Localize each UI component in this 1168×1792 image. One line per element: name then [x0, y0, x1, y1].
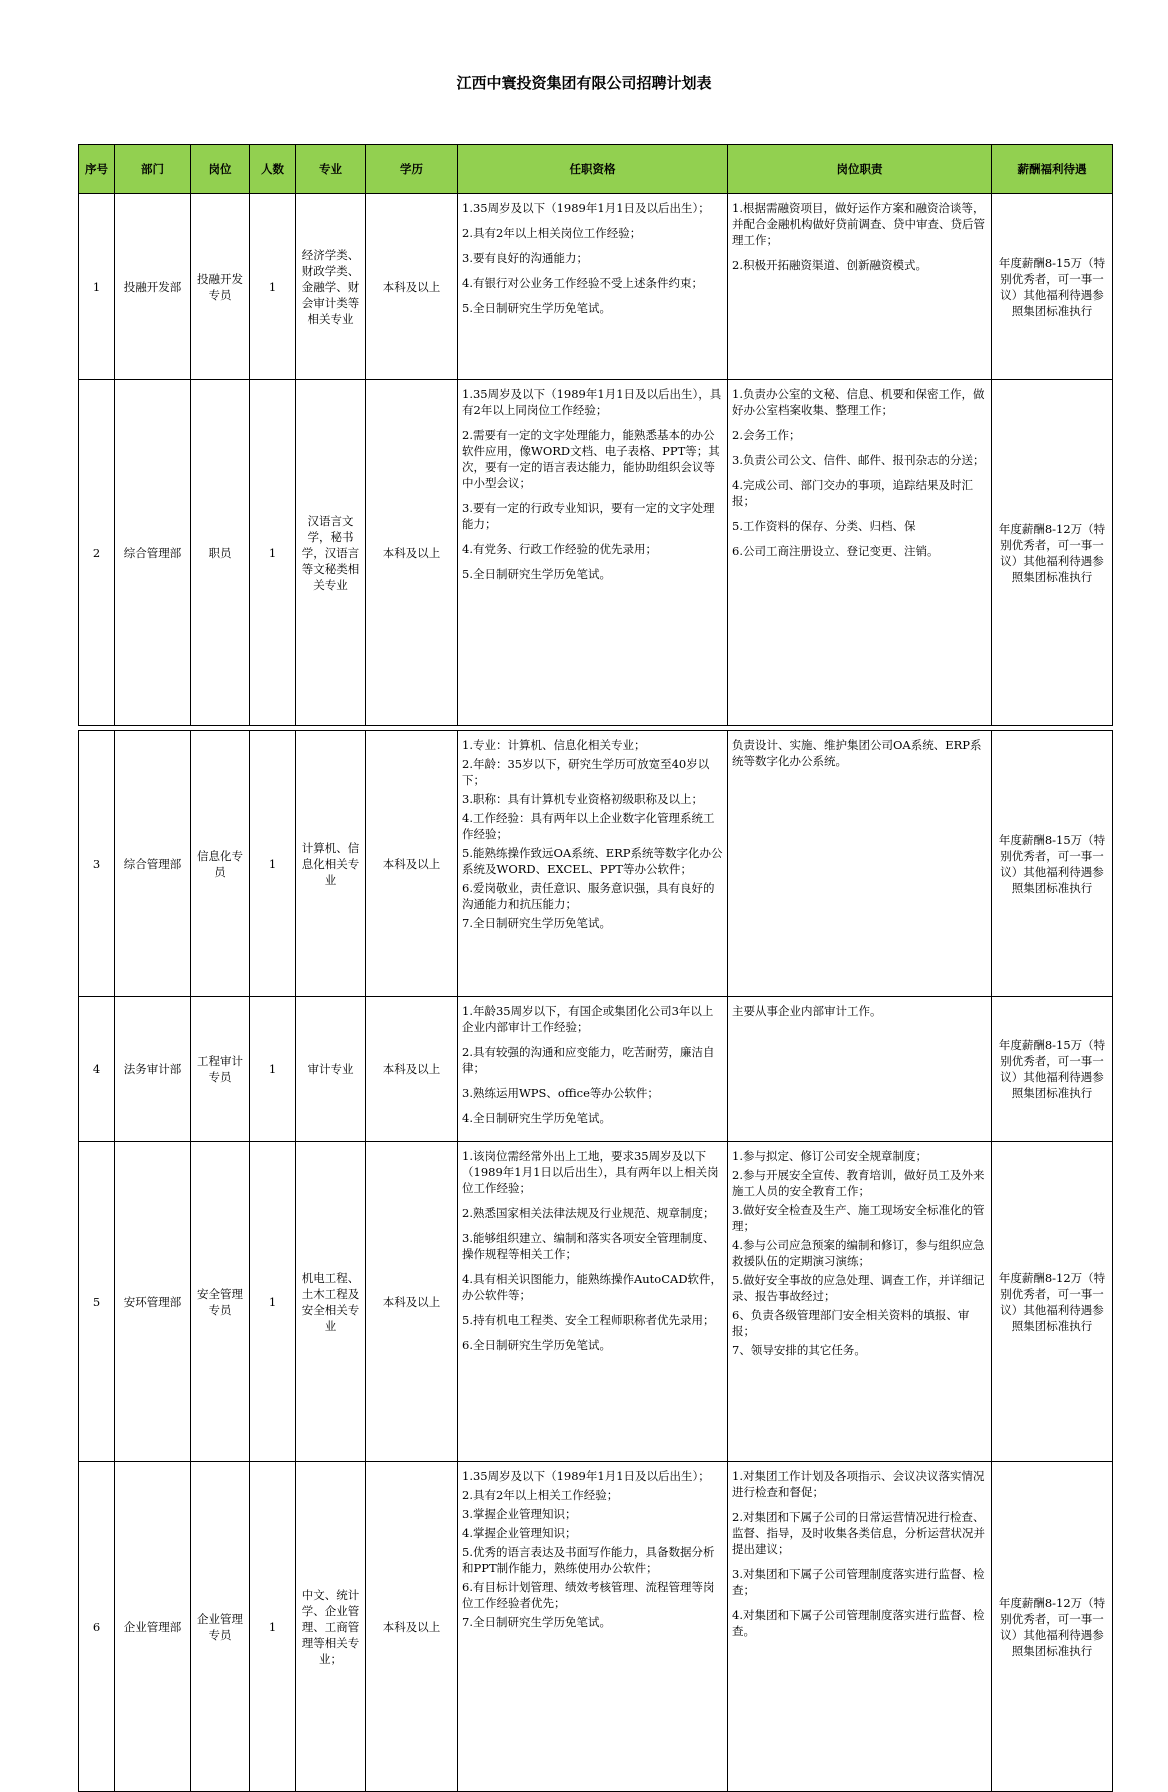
duty-item: 2.参与开展安全宣传、教育培训，做好员工及外来施工人员的安全教育工作； [732, 1168, 985, 1198]
row-education: 本科及以上 [366, 1462, 458, 1792]
row-education: 本科及以上 [366, 380, 458, 726]
row-major: 汉语言文学，秘书学，汉语言等文秘类相关专业 [296, 380, 366, 726]
row-duties [728, 997, 992, 1142]
requirement-item: 4.掌握企业管理知识； [462, 1526, 577, 1540]
header-pay: 薪酬福利待遇 [992, 145, 1113, 194]
header-duties: 岗位职责 [728, 145, 992, 194]
row-requirements [458, 194, 728, 380]
requirement-item: 2.具有2年以上相关岗位工作经验； [462, 226, 642, 240]
header-major: 专业 [296, 145, 366, 194]
table-row [79, 194, 1113, 380]
duty-item: 2.积极开拓融资渠道、创新融资模式。 [732, 258, 927, 272]
row-headcount: 1 [250, 380, 296, 726]
row-pay: 年度薪酬8-12万（特别优秀者，可一事一议）其他福利待遇参照集团标准执行 [992, 380, 1113, 726]
row-duties [728, 1462, 992, 1792]
row-department: 综合管理部 [115, 380, 191, 726]
row-department: 法务审计部 [115, 997, 191, 1142]
row-major: 机电工程、土木工程及安全相关专业 [296, 1142, 366, 1462]
duty-item: 5.工作资料的保存、分类、归档、保 [732, 519, 916, 533]
row-duties [728, 731, 992, 997]
row-headcount: 1 [250, 997, 296, 1142]
requirement-item: 3.熟练运用WPS、office等办公软件； [462, 1086, 659, 1100]
requirement-item: 5.全日制研究生学历免笔试。 [462, 567, 611, 581]
table-row [79, 731, 1113, 997]
requirement-item: 5.能熟练操作致远OA系统、ERP系统等数字化办公系统及WORD、EXCEL、PPT等办公软件； [462, 846, 723, 876]
row-headcount: 1 [250, 731, 296, 997]
requirement-item: 4.工作经验：具有两年以上企业数字化管理系统工作经验； [462, 811, 715, 841]
recruitment-table [78, 144, 1113, 726]
duty-item: 3.负责公司公文、信件、邮件、报刊杂志的分送； [732, 453, 985, 467]
requirement-item: 3.掌握企业管理知识； [462, 1507, 577, 1521]
table-row [79, 997, 1113, 1142]
row-duties [728, 380, 992, 726]
header-edu: 学历 [366, 145, 458, 194]
requirement-item: 5.优秀的语言表达及书面写作能力，具备数据分析和PPT制作能力，熟练使用办公软件； [462, 1545, 715, 1575]
duty-item: 负责设计、实施、维护集团公司OA系统、ERP系统等数字化办公系统。 [732, 738, 982, 768]
row-pay: 年度薪酬8-12万（特别优秀者，可一事一议）其他福利待遇参照集团标准执行 [992, 1462, 1113, 1792]
header-no: 序号 [79, 145, 115, 194]
duty-item: 1.参与拟定、修订公司安全规章制度； [732, 1149, 927, 1163]
requirement-item: 2.需要有一定的文字处理能力，能熟悉基本的办公软件应用，像WORD文档、电子表格、PPT等；其次，要有一定的语言表达能力，能协助组织会议等中小型会议； [462, 428, 720, 490]
row-pay: 年度薪酬8-12万（特别优秀者，可一事一议）其他福利待遇参照集团标准执行 [992, 1142, 1113, 1462]
requirement-item: 4.全日制研究生学历免笔试。 [462, 1111, 611, 1125]
requirement-item: 5.全日制研究生学历免笔试。 [462, 301, 611, 315]
requirement-item: 6.有目标计划管理、绩效考核管理、流程管理等岗位工作经验者优先； [462, 1580, 715, 1610]
row-education: 本科及以上 [366, 1142, 458, 1462]
duty-item: 1.根据需融资项目，做好运作方案和融资洽谈等，并配合金融机构做好贷前调查、贷中审查、贷后管理工作； [732, 201, 985, 247]
duty-item: 4.完成公司、部门交办的事项，追踪结果及时汇报； [732, 478, 973, 508]
row-requirements [458, 380, 728, 726]
requirement-item: 7.全日制研究生学历免笔试。 [462, 916, 611, 930]
duty-item: 6、负责各级管理部门安全相关资料的填报、审报； [732, 1308, 970, 1338]
row-post: 工程审计专员 [191, 997, 250, 1142]
requirement-item: 3.能够组织建立、编制和落实各项安全管理制度、操作规程等相关工作； [462, 1231, 715, 1261]
row-education: 本科及以上 [366, 731, 458, 997]
header-requirements: 任职资格 [458, 145, 728, 194]
row-requirements [458, 997, 728, 1142]
requirement-item: 1.35周岁及以下（1989年1月1日及以后出生）； [462, 201, 710, 215]
row-duties [728, 194, 992, 380]
requirement-item: 5.持有机电工程类、安全工程师职称者优先录用； [462, 1313, 715, 1327]
recruitment-table-continued [78, 730, 1113, 1792]
row-department: 综合管理部 [115, 731, 191, 997]
row-major: 经济学类、财政学类、金融学、财会审计类等相关专业 [296, 194, 366, 380]
row-department: 投融开发部 [115, 194, 191, 380]
requirement-item: 6.全日制研究生学历免笔试。 [462, 1338, 611, 1352]
duty-item: 4.参与公司应急预案的编制和修订，参与组织应急救援队伍的定期演习演练； [732, 1238, 985, 1268]
requirement-item: 1.年龄35周岁以下，有国企或集团化公司3年以上企业内部审计工作经验； [462, 1004, 714, 1034]
table-row [79, 1142, 1113, 1462]
row-post: 信息化专员 [191, 731, 250, 997]
duty-item: 3.做好安全检查及生产、施工现场安全标准化的管理； [732, 1203, 985, 1233]
row-pay: 年度薪酬8-15万（特别优秀者，可一事一议）其他福利待遇参照集团标准执行 [992, 997, 1113, 1142]
duty-item: 3.对集团和下属子公司管理制度落实进行监督、检查； [732, 1567, 985, 1597]
row-post: 企业管理专员 [191, 1462, 250, 1792]
requirement-item: 1.35周岁及以下（1989年1月1日及以后出生）； [462, 1469, 710, 1483]
requirement-item: 2.具有较强的沟通和应变能力，吃苦耐劳，廉洁自律； [462, 1045, 715, 1075]
table-row [79, 1462, 1113, 1792]
requirement-item: 4.有党务、行政工作经验的优先录用； [462, 542, 657, 556]
header-count: 人数 [250, 145, 296, 194]
row-headcount: 1 [250, 1462, 296, 1792]
row-post: 职员 [191, 380, 250, 726]
row-major: 审计专业 [296, 997, 366, 1142]
row-department: 企业管理部 [115, 1462, 191, 1792]
duty-item: 1.对集团工作计划及各项指示、会议决议落实情况进行检查和督促； [732, 1469, 985, 1499]
row-requirements [458, 1462, 728, 1792]
duty-item: 主要从事企业内部审计工作。 [732, 1004, 882, 1018]
requirement-item: 1.35周岁及以下（1989年1月1日及以后出生），具有2年以上同岗位工作经验； [462, 387, 722, 417]
requirement-item: 4.具有相关识图能力，能熟练操作AutoCAD软件，办公软件等； [462, 1272, 723, 1302]
row-number: 6 [79, 1462, 115, 1792]
duty-item: 7、领导安排的其它任务。 [732, 1343, 866, 1357]
header-post: 岗位 [191, 145, 250, 194]
requirement-item: 3.要有一定的行政专业知识，要有一定的文字处理能力； [462, 501, 715, 531]
row-pay: 年度薪酬8-15万（特别优秀者，可一事一议）其他福利待遇参照集团标准执行 [992, 194, 1113, 380]
requirement-item: 2.年龄：35岁以下，研究生学历可放宽至40岁以下； [462, 757, 710, 787]
header-dept: 部门 [115, 145, 191, 194]
requirement-item: 1.专业：计算机、信息化相关专业； [462, 738, 646, 752]
row-number: 5 [79, 1142, 115, 1462]
row-post: 安全管理专员 [191, 1142, 250, 1462]
duty-item: 6.公司工商注册设立、登记变更、注销。 [732, 544, 939, 558]
duty-item: 1.负责办公室的文秘、信息、机要和保密工作，做好办公室档案收集、整理工作； [732, 387, 985, 417]
row-department: 安环管理部 [115, 1142, 191, 1462]
row-pay: 年度薪酬8-15万（特别优秀者，可一事一议）其他福利待遇参照集团标准执行 [992, 731, 1113, 997]
table-row [79, 380, 1113, 726]
duty-item: 2.会务工作； [732, 428, 801, 442]
requirement-item: 3.要有良好的沟通能力； [462, 251, 588, 265]
requirement-item: 3.职称：具有计算机专业资格初级职称及以上； [462, 792, 703, 806]
row-requirements [458, 1142, 728, 1462]
row-headcount: 1 [250, 1142, 296, 1462]
row-requirements [458, 731, 728, 997]
row-headcount: 1 [250, 194, 296, 380]
duty-item: 5.做好安全事故的应急处理、调查工作，并详细记录、报告事故经过； [732, 1273, 985, 1303]
page-title: 江西中寰投资集团有限公司招聘计划表 [456, 74, 712, 92]
row-major: 计算机、信息化相关专业 [296, 731, 366, 997]
requirement-item: 4.有银行对公业务工作经验不受上述条件约束； [462, 276, 703, 290]
row-post: 投融开发专员 [191, 194, 250, 380]
requirement-item: 7.全日制研究生学历免笔试。 [462, 1615, 611, 1629]
row-duties [728, 1142, 992, 1462]
row-education: 本科及以上 [366, 997, 458, 1142]
row-number: 1 [79, 194, 115, 380]
row-number: 2 [79, 380, 115, 726]
row-major: 中文、统计学、企业管理、工商管理等相关专业； [296, 1462, 366, 1792]
duty-item: 4.对集团和下属子公司管理制度落实进行监督、检查。 [732, 1608, 985, 1638]
row-number: 3 [79, 731, 115, 997]
requirement-item: 6.爱岗敬业，责任意识、服务意识强，具有良好的沟通能力和抗压能力； [462, 881, 715, 911]
requirement-item: 2.具有2年以上相关工作经验； [462, 1488, 619, 1502]
requirement-item: 1.该岗位需经常外出上工地，要求35周岁及以下（1989年1月1日以后出生），具有两年以上相关岗位工作经验； [462, 1149, 719, 1195]
requirement-item: 2.熟悉国家相关法律法规及行业规范、规章制度； [462, 1206, 715, 1220]
duty-item: 2.对集团和下属子公司的日常运营情况进行检查、监督、指导，及时收集各类信息，分析运营状况并提出建议； [732, 1510, 985, 1556]
row-education: 本科及以上 [366, 194, 458, 380]
header-row [79, 145, 1113, 194]
row-number: 4 [79, 997, 115, 1142]
